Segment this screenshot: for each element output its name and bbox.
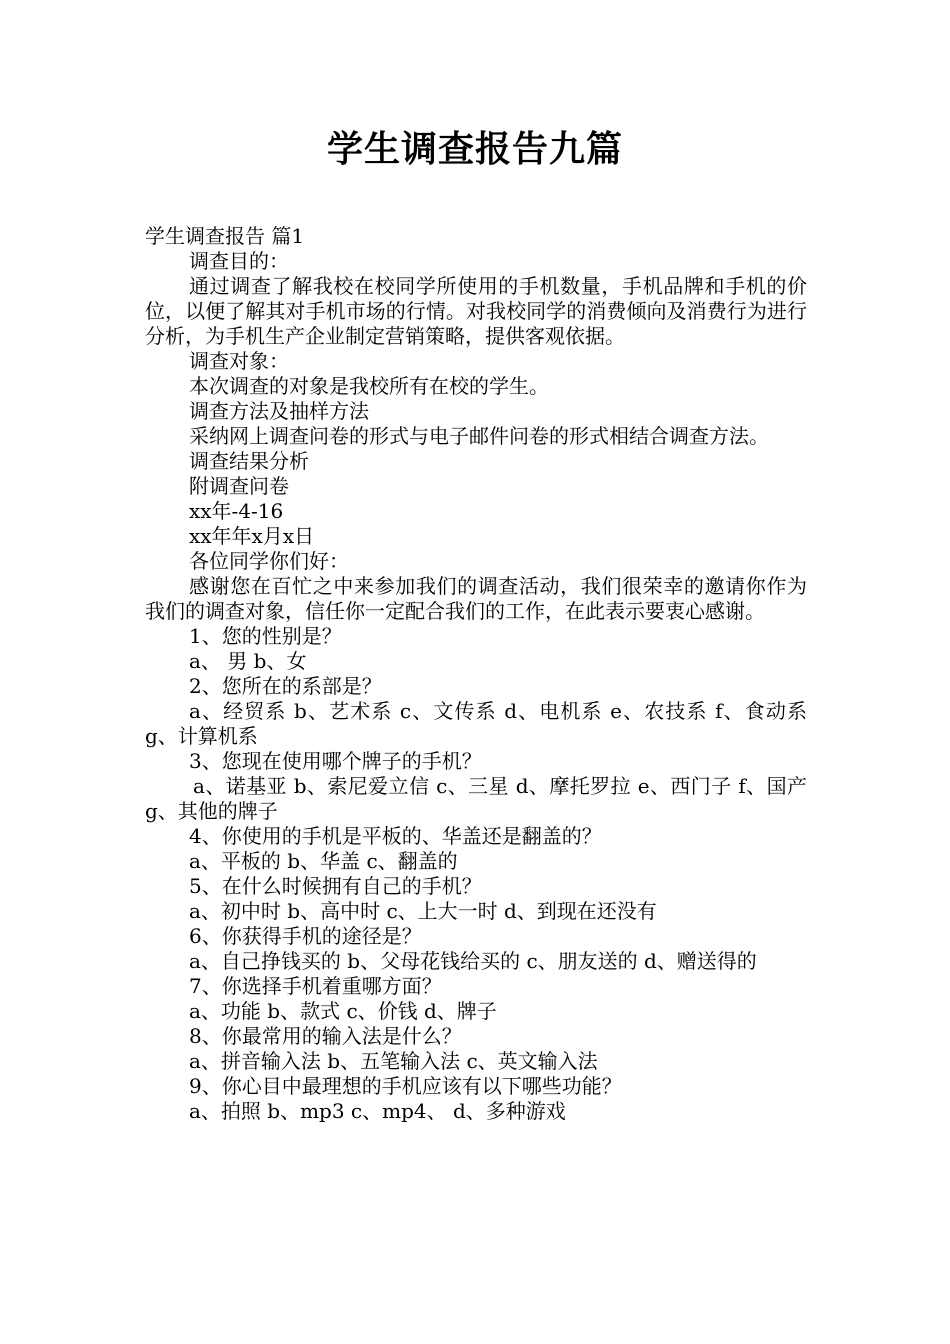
question: 7、你选择手机着重哪方面？: [189, 974, 442, 998]
question: 5、在什么时候拥有自己的手机？: [189, 874, 482, 898]
answer-options: a、自己挣钱买的 b、父母花钱给买的 c、朋友送的 d、赠送得的: [189, 949, 757, 973]
answer-options: a、拼音输入法 b、五笔输入法 c、英文输入法: [189, 1049, 598, 1073]
answer-options: a、诺基亚 b、索尼爱立信 c、三星 d、摩托罗拉 e、西门子 f、国产 g、其他的牌子: [145, 774, 807, 823]
paragraph: 各位同学你们好：: [189, 549, 349, 573]
answer-options: a、经贸系 b、艺术系 c、文传系 d、电机系 e、农技系 f、食动系 g、计算机系: [145, 699, 807, 748]
answer-options: a、初中时 b、高中时 c、上大一时 d、到现在还没有: [189, 899, 657, 923]
paragraph: xx年年x月x日: [189, 524, 315, 548]
paragraph: 采纳网上调查问卷的形式与电子邮件问卷的形式相结合调查方法。: [189, 424, 769, 448]
question: 4、你使用的手机是平板的、华盖还是翻盖的？: [189, 824, 602, 848]
question: 6、你获得手机的途径是？: [189, 924, 422, 948]
answer-options: a、平板的 b、华盖 c、翻盖的: [189, 849, 458, 873]
question: 8、你最常用的输入法是什么？: [189, 1024, 462, 1048]
answer-options: a、 男 b、女: [189, 649, 307, 673]
paragraph: 调查对象：: [189, 349, 289, 373]
paragraph: 调查方法及抽样方法: [189, 399, 369, 423]
section-heading: 学生调查报告 篇1: [145, 224, 305, 248]
paragraph: 调查目的：: [189, 249, 289, 273]
paragraph: 调查结果分析: [189, 449, 309, 473]
document-body: [145, 224, 807, 1124]
paragraph: 本次调查的对象是我校所有在校的学生。: [189, 374, 549, 398]
question: 9、你心目中最理想的手机应该有以下哪些功能？: [189, 1074, 622, 1098]
paragraph: 感谢您在百忙之中来参加我们的调查活动，我们很荣幸的邀请你作为我们的调查对象，信任你一定配合我们的工作，在此表示要衷心感谢。: [145, 574, 807, 623]
paragraph: 附调查问卷: [189, 474, 289, 498]
paragraph: xx年-4-16: [189, 499, 284, 523]
question: 1、您的性别是？: [189, 624, 342, 648]
paragraph: 通过调查了解我校在校同学所使用的手机数量，手机品牌和手机的价位，以便了解其对手机市场的行情。对我校同学的消费倾向及消费行为进行分析，为手机生产企业制定营销策略，提供客观依据。: [145, 274, 807, 348]
question: 2、您所在的系部是？: [189, 674, 382, 698]
answer-options: a、功能 b、款式 c、价钱 d、牌子: [189, 999, 497, 1023]
document-title: 学生调查报告九篇: [326, 129, 623, 170]
answer-options: a、拍照 b、mp3 c、mp4、 d、多种游戏: [189, 1099, 566, 1123]
question: 3、您现在使用哪个牌子的手机？: [189, 749, 482, 773]
